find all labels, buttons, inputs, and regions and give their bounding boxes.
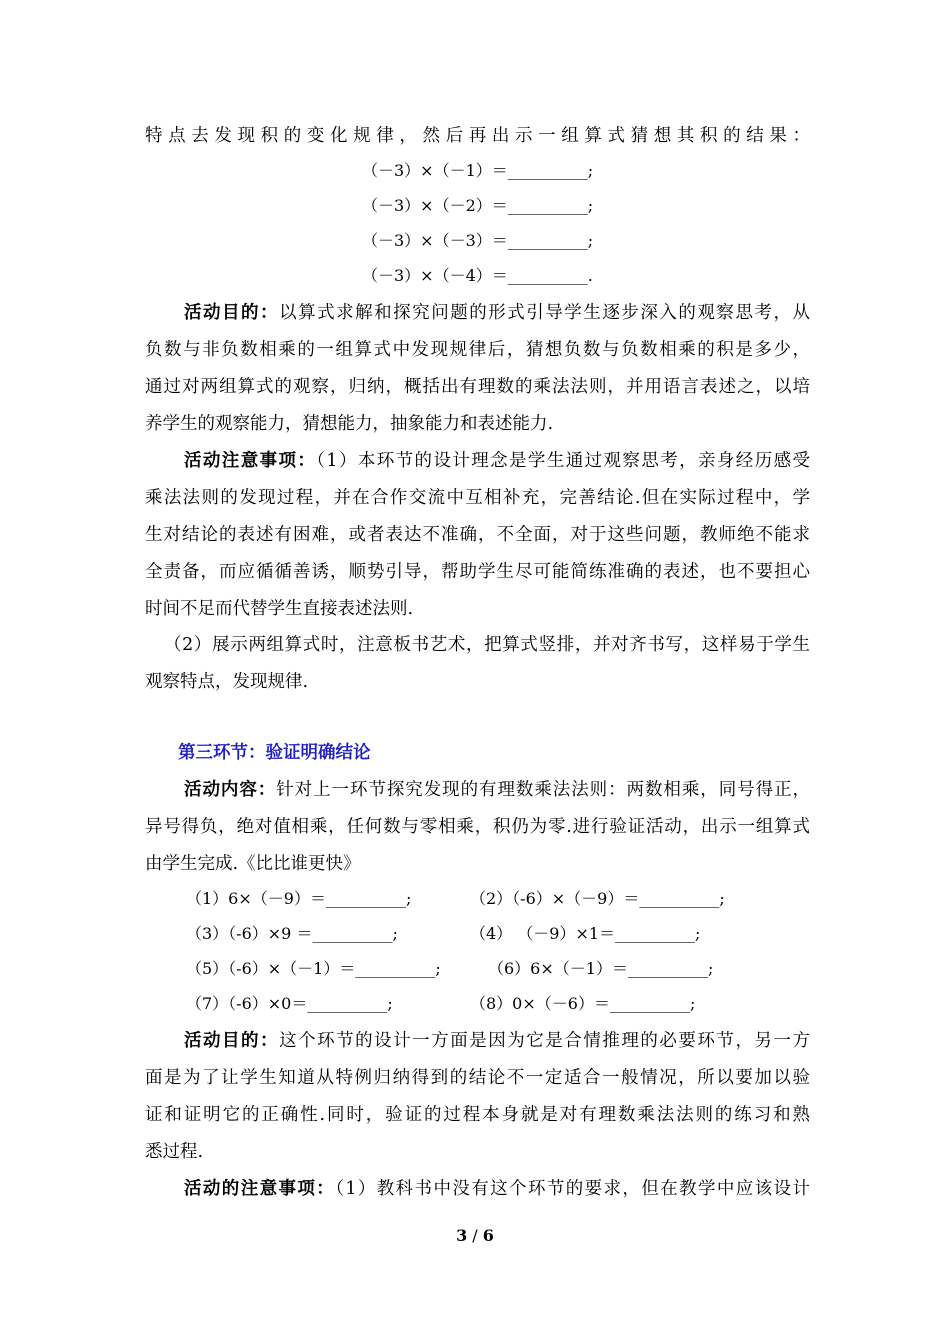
exercise-item: （2）（-6）×（－9）＝__________; xyxy=(470,889,725,908)
exercise-item: （5）（-6）×（－1）＝__________; xyxy=(186,959,441,978)
purpose-label: 活动目的： xyxy=(184,303,280,323)
notes-text: （1）教科书中没有这个环节的要求，但在教学中应该设计 xyxy=(335,1179,811,1199)
page-number xyxy=(0,1226,950,1245)
notes-item2-line: （2）展示两组算式时，注意板书艺术，把算式竖排，并对齐书写，这样易于学生 xyxy=(164,635,810,655)
notes-paragraph-line: 生对结论的表述有困难，或者表达不准确，不全面，对于这些问题，教师绝不能求 xyxy=(145,525,810,545)
notes-paragraph-line: 时间不足而代替学生直接表述法则. xyxy=(145,599,414,619)
page-current: 3 xyxy=(456,1226,468,1245)
purpose-paragraph-line: 养学生的观察能力，猜想能力，抽象能力和表述能力. xyxy=(145,414,554,434)
purpose-label: 活动目的： xyxy=(184,1031,280,1051)
notes-label: 活动的注意事项： xyxy=(184,1179,336,1199)
purpose-paragraph-line: 证和证明它的正确性.同时，验证的过程本身就是对有理数乘法法则的练习和熟 xyxy=(145,1105,810,1125)
purpose-paragraph-line: 负数与非负数相乘的一组算式中发现规律后，猜想负数与负数相乘的积是多少， xyxy=(145,340,810,360)
content-label: 活动内容： xyxy=(184,780,277,800)
content-text: 针对上一环节探究发现的有理数乘法法则：两数相乘，同号得正， xyxy=(276,780,811,800)
page-total: 6 xyxy=(482,1226,494,1245)
notes-paragraph-line xyxy=(184,1177,810,1201)
purpose-paragraph-line xyxy=(184,1029,810,1053)
equation: （－3）×（－2）＝__________; xyxy=(362,196,594,215)
notes-paragraph-line xyxy=(184,449,810,473)
purpose-text: 这个环节的设计一方面是因为它是合情推理的必要环节，另一方 xyxy=(279,1031,810,1051)
purpose-paragraph-line xyxy=(184,301,810,325)
exercise-item: （7）（-6）×0＝__________; xyxy=(186,994,393,1013)
equation: （－3）×（－3）＝__________; xyxy=(362,231,594,250)
exercise-item: （3）（-6）×9 ＝__________; xyxy=(186,924,398,943)
section-heading: 第三环节：验证明确结论 xyxy=(178,743,371,763)
content-paragraph-line xyxy=(184,778,810,802)
purpose-paragraph-line: 面是为了让学生知道从特例归纳得到的结论不一定适合一般情况，所以要加以验 xyxy=(145,1068,810,1088)
purpose-paragraph-line: 通过对两组算式的观察，归纳，概括出有理数的乘法法则，并用语言表述之，以培 xyxy=(145,377,810,397)
purpose-text: 以算式求解和探究问题的形式引导学生逐步深入的观察思考，从 xyxy=(279,303,810,323)
purpose-paragraph-line: 悉过程. xyxy=(145,1142,204,1162)
exercise-item: （4） （－9）×1＝__________; xyxy=(470,924,701,943)
equation: （－3）×（－4）＝__________. xyxy=(362,266,593,285)
intro-line: 特点去发现积的变化规律，然后再出示一组算式猜想其积的结果： xyxy=(145,126,810,146)
notes-label: 活动注意事项： xyxy=(184,451,317,471)
exercise-item: （8）0×（－6）＝__________; xyxy=(470,994,696,1013)
content-paragraph-line: 异号得负，绝对值相乘，任何数与零相乘，积仍为零.进行验证活动，出示一组算式 xyxy=(145,817,810,837)
notes-text: （1）本环节的设计理念是学生通过观察思考，亲身经历感受 xyxy=(316,451,810,471)
notes-paragraph-line: 乘法法则的发现过程，并在合作交流中互相补充，完善结论.但在实际过程中，学 xyxy=(145,488,810,508)
exercise-item: （1）6×（－9）＝__________; xyxy=(186,889,412,908)
page-separator: / xyxy=(467,1226,483,1245)
content-paragraph-line: 由学生完成.《比比谁更快》 xyxy=(145,854,361,874)
exercise-item: （6）6×（－1）＝__________; xyxy=(488,959,714,978)
notes-paragraph-line: 全责备，而应循循善诱，顺势引导，帮助学生尽可能简练准确的表述，也不要担心 xyxy=(145,562,810,582)
equation: （－3）×（－1）＝__________; xyxy=(362,161,594,180)
notes-item2-line: 观察特点，发现规律. xyxy=(145,672,309,692)
